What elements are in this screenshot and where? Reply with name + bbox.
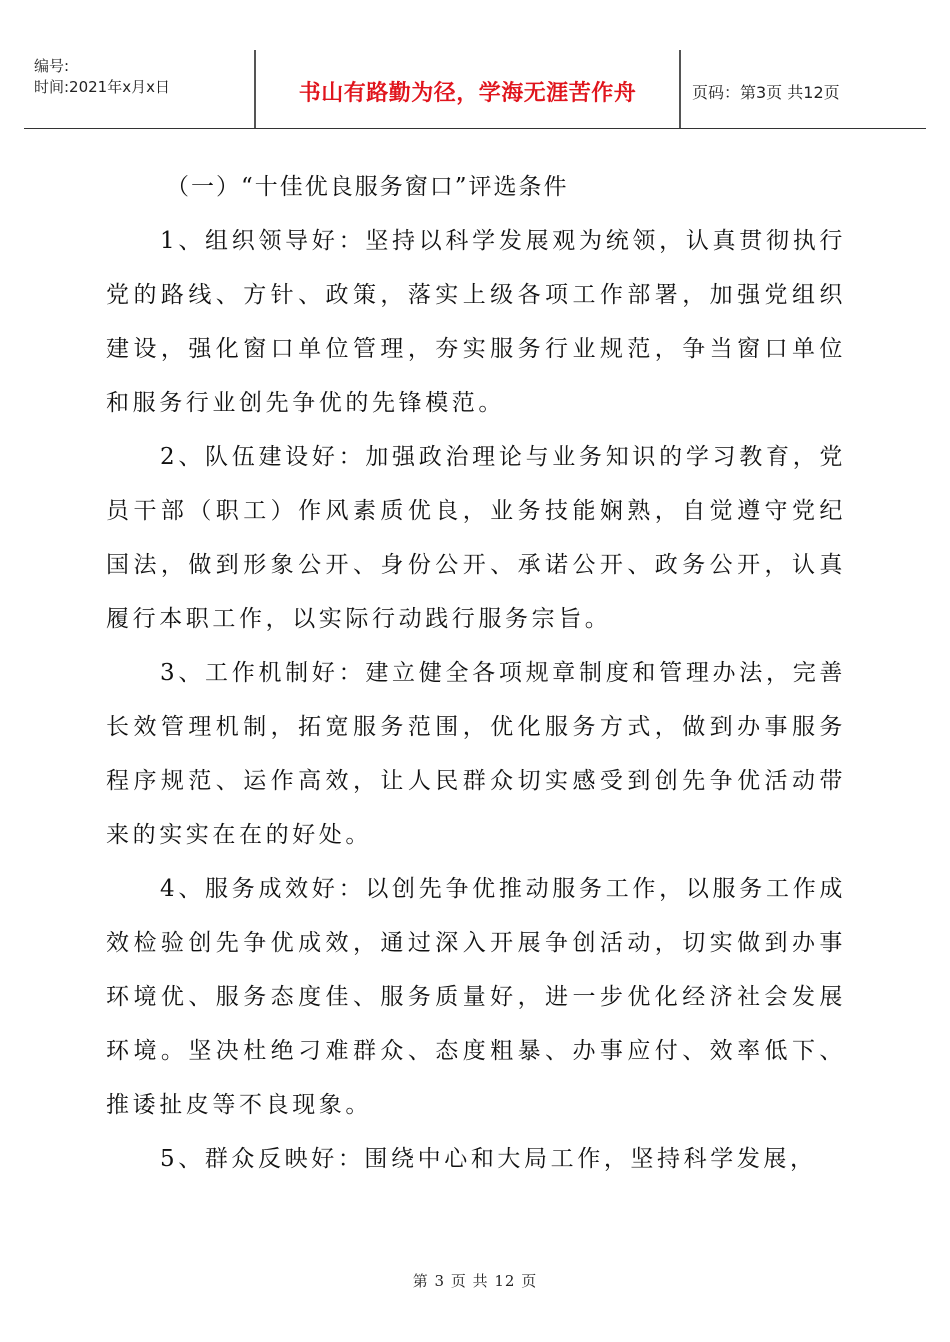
header-divider	[679, 50, 681, 128]
paragraph-3: 3、工作机制好：建立健全各项规章制度和管理办法，完善长效管理机制，拓宽服务范围，优化服务方式，做到办事服务程序规范、运作高效，让人民群众切实感受到创先争优活动带来的实实在在的好处。	[106, 660, 846, 848]
paragraph-4: 4、服务成效好：以创先争优推动服务工作，以服务工作成效检验创先争优成效，通过深入开展争创活动，切实做到办事环境优、服务态度佳、服务质量好，进一步优化经济社会发展环境。坚决杜绝刁难群众、态度粗暴、办事应付、效率低下、推诿扯皮等不良现象。	[106, 876, 846, 1118]
time-label: 时间:2021年x月x日	[34, 78, 170, 96]
header-motto: 书山有路勤为径，学海无涯苦作舟	[298, 81, 637, 106]
header-meta	[34, 56, 264, 98]
page-header	[24, 50, 926, 129]
paragraph-5: 5、群众反映好：围绕中心和大局工作，坚持科学发展，	[160, 1146, 817, 1172]
doc-number-label: 编号:	[34, 57, 70, 75]
section-heading: （一）“十佳优良服务窗口”评选条件	[166, 174, 569, 200]
document-body	[106, 160, 846, 1186]
page-footer: 第 3 页 共 12 页	[412, 1272, 538, 1290]
header-page-info: 页码：第3页 共12页	[692, 83, 840, 102]
paragraph-2: 2、队伍建设好：加强政治理论与业务知识的学习教育，党员干部（职工）作风素质优良，业务技能娴熟，自觉遵守党纪国法，做到形象公开、身份公开、承诺公开、政务公开，认真履行本职工作，以实际行动践行服务宗旨。	[106, 444, 846, 632]
paragraph-1: 1、组织领导好：坚持以科学发展观为统领，认真贯彻执行党的路线、方针、政策，落实上级各项工作部署，加强党组织建设，强化窗口单位管理，夯实服务行业规范，争当窗口单位和服务行业创先争优的先锋模范。	[106, 228, 846, 416]
